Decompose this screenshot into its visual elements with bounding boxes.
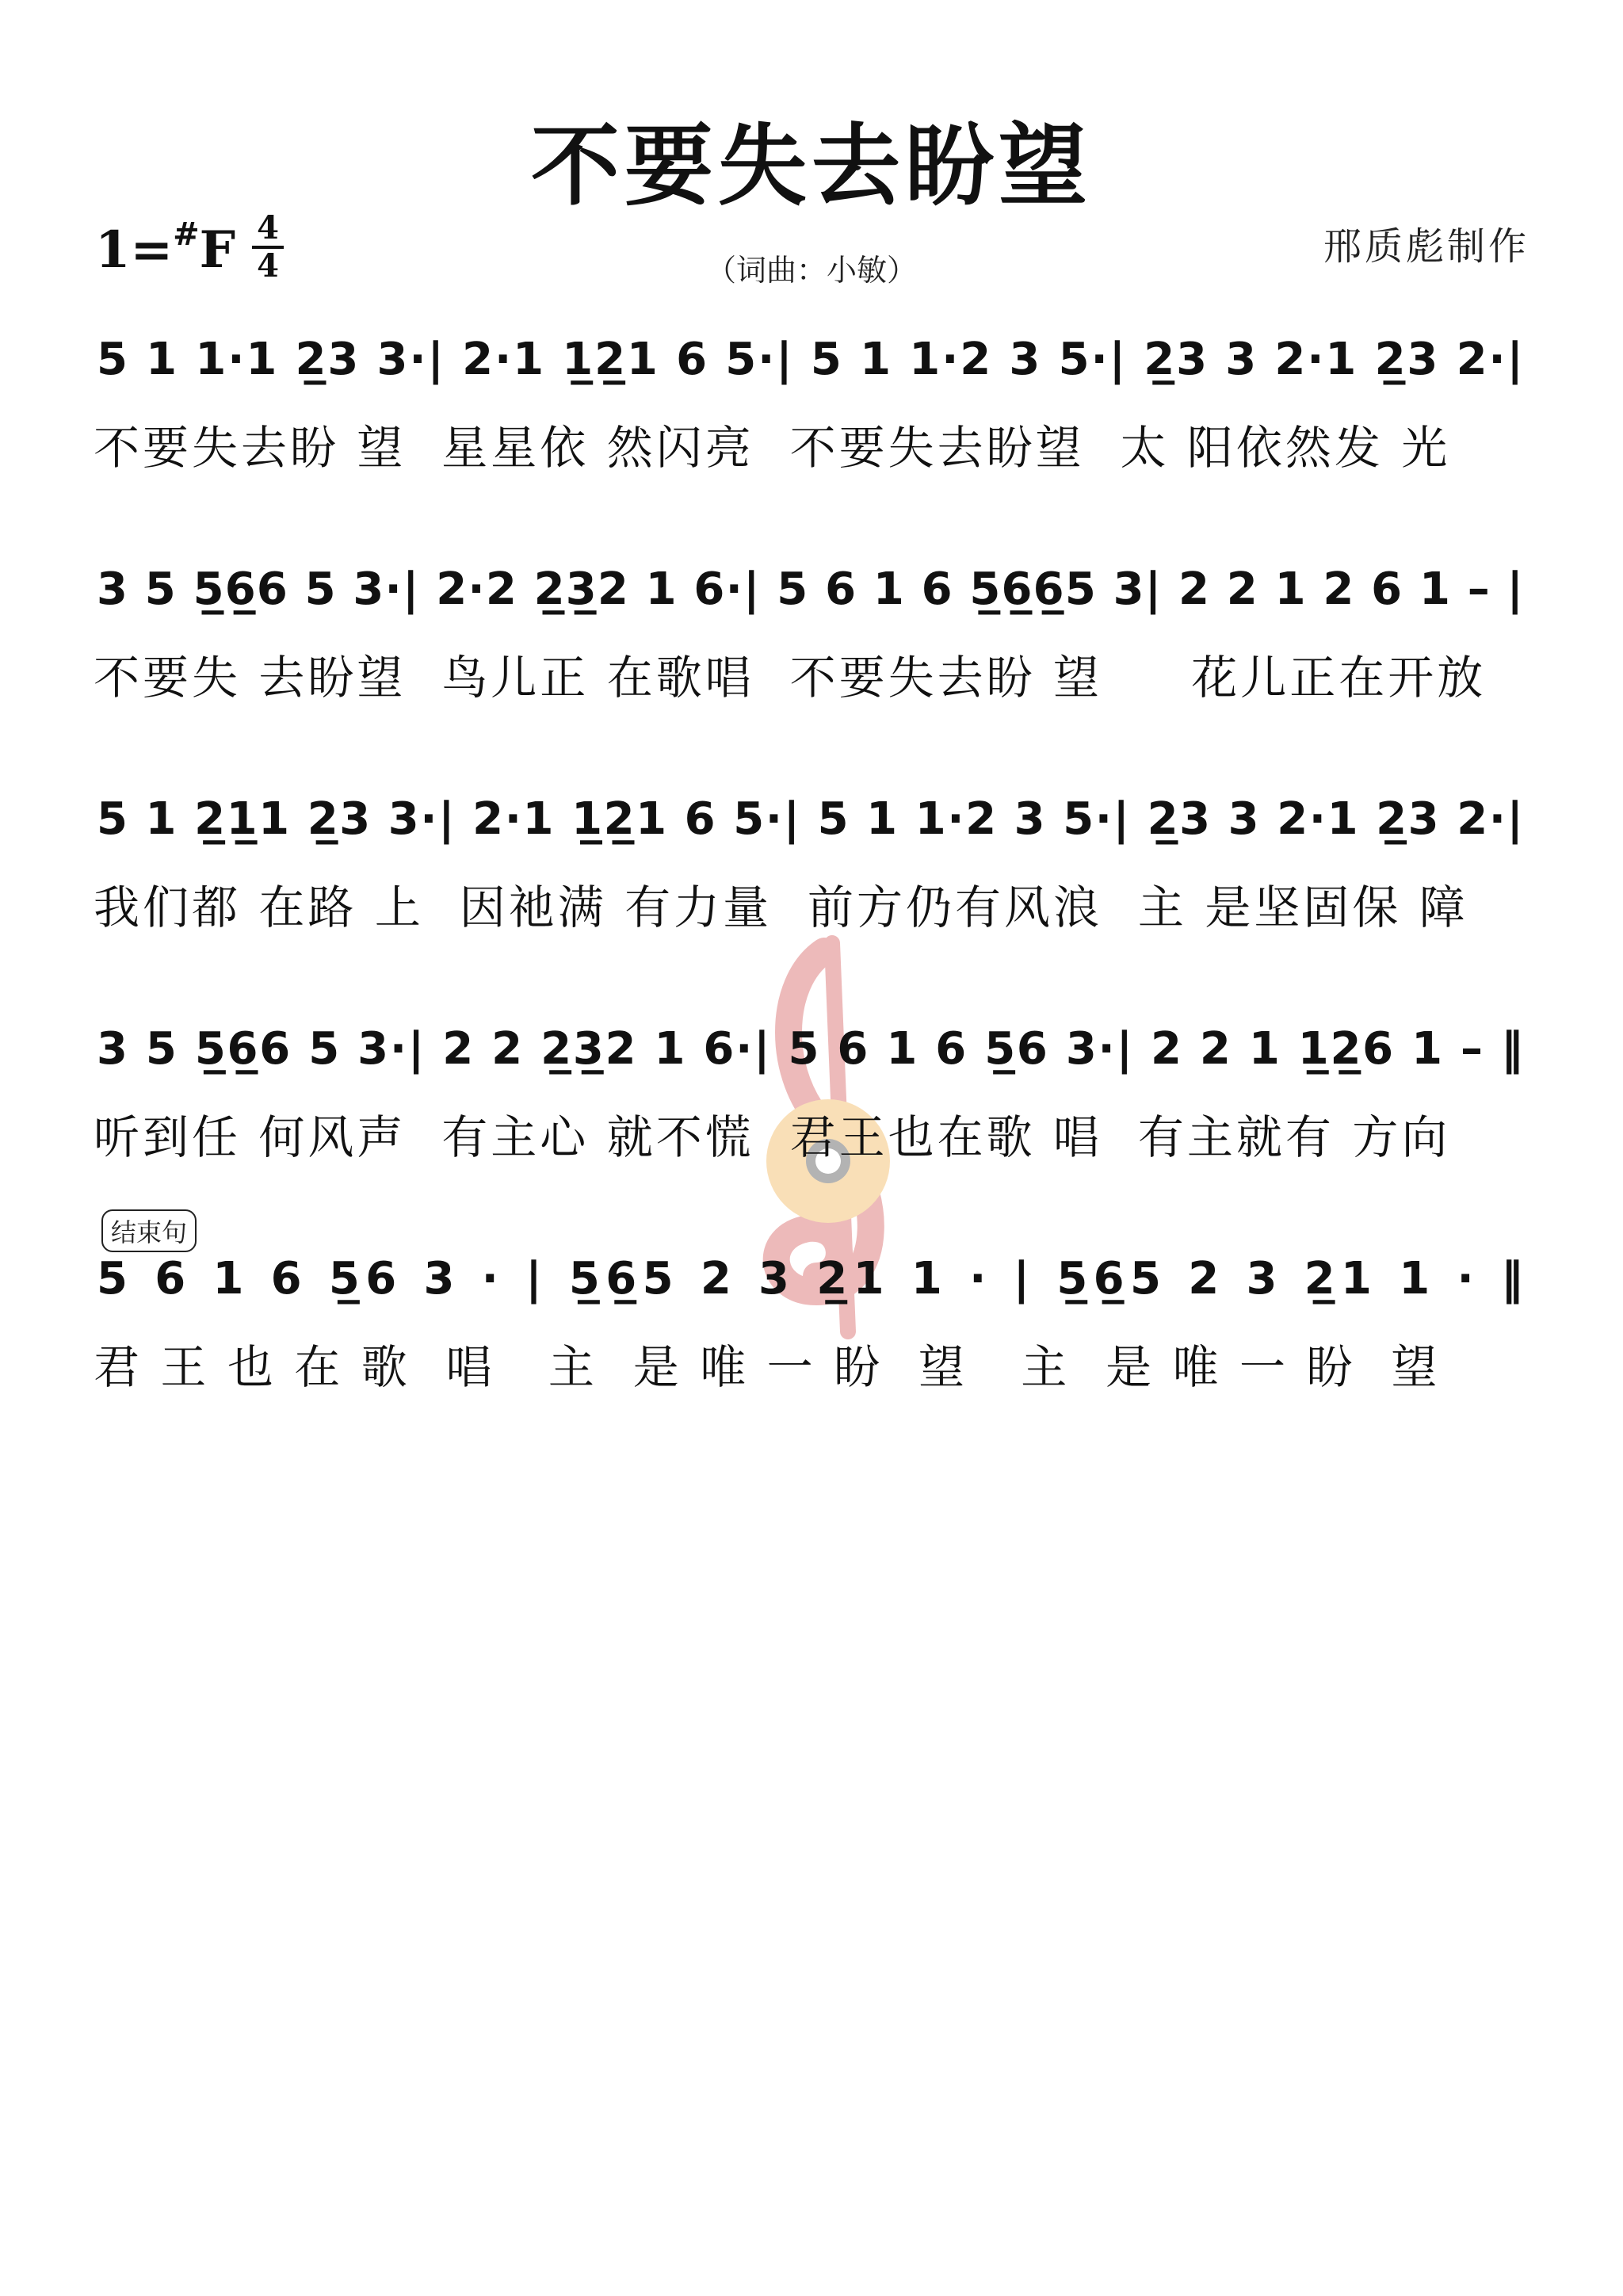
lyrics-line: 不要失去盼 望 星星依 然闪亮 不要失去盼望 太 阳依然发 光: [94, 421, 1451, 475]
notes-text: 5 1 1·1 2̲3 3·| 2·1 1̲2̲1 6 5·| 5 1 1·2 3 5·| 2̲3 3 2·1 2̲3 2·|: [97, 334, 1524, 385]
staff-system: [94, 1007, 1529, 1197]
lyrics-line: 我们都 在路 上 因祂满 有力量 前方仍有风浪 主 是坚固保 障: [94, 881, 1468, 934]
numbered-notation-line: [94, 777, 1529, 872]
staff-system: [94, 317, 1529, 507]
lyrics-line: 君 王 也 在 歌 唱 主 是 唯 一 盼 望 主 是 唯 一 盼 望: [94, 1340, 1441, 1394]
notes-text: 3 5 5̲6̲6 5 3·| 2·2 2̲3̲2 1 6·| 5 6 1 6 5̲6̲6̲5 3| 2 2 1 2 6 1 – |: [97, 563, 1523, 615]
numbered-notation-line: [94, 317, 1529, 412]
staff-system: [94, 547, 1529, 737]
notes-text: 5 6 1 6 5̲6 3 · | 5̲6̲5 2 3 2̲1 1 · | 5̲6̲5 2 3 2̲1 1 · ‖: [97, 1253, 1523, 1305]
maker-credit: 邢质彪制作: [1323, 224, 1529, 269]
lyrics-line: 听到任 何风声 有主心 就不慌 君王也在歌 唱 有主就有 方向: [94, 1110, 1451, 1164]
numbered-notation-line: [94, 1236, 1529, 1331]
key-prefix: 1=: [95, 220, 174, 280]
numbered-notation-line: [94, 547, 1529, 642]
key-note: F: [199, 220, 236, 280]
lyrics-credit: （词曲：小敏）: [705, 253, 917, 288]
numbered-notation-line: [94, 1007, 1529, 1102]
notes-text: 5 1 2̲1̲1 2̲3 3·| 2·1 1̲2̲1 6 5·| 5 1 1·2 3 5·| 2̲3 3 2·1 2̲3 2·|: [97, 793, 1523, 845]
staff-system: [94, 1236, 1529, 1427]
time-signature-bottom: 4: [257, 247, 279, 285]
time-signature-top: 4: [257, 209, 279, 246]
staff-system: [94, 777, 1529, 967]
lyrics-line: 不要失 去盼望 鸟儿正 在歌唱 不要失去盼 望 花儿正在开放: [94, 651, 1487, 705]
ending-section-label: 结束句: [101, 1209, 197, 1252]
notes-text: 3 5 5̲6̲6 5 3·| 2 2 2̲3̲2 1 6·| 5 6 1 6 5̲6 3·| 2 2 1 1̲2̲6 1 – ‖: [97, 1023, 1523, 1075]
song-title: 不要失去盼望: [531, 114, 1092, 218]
sharp-symbol: #: [173, 216, 200, 253]
